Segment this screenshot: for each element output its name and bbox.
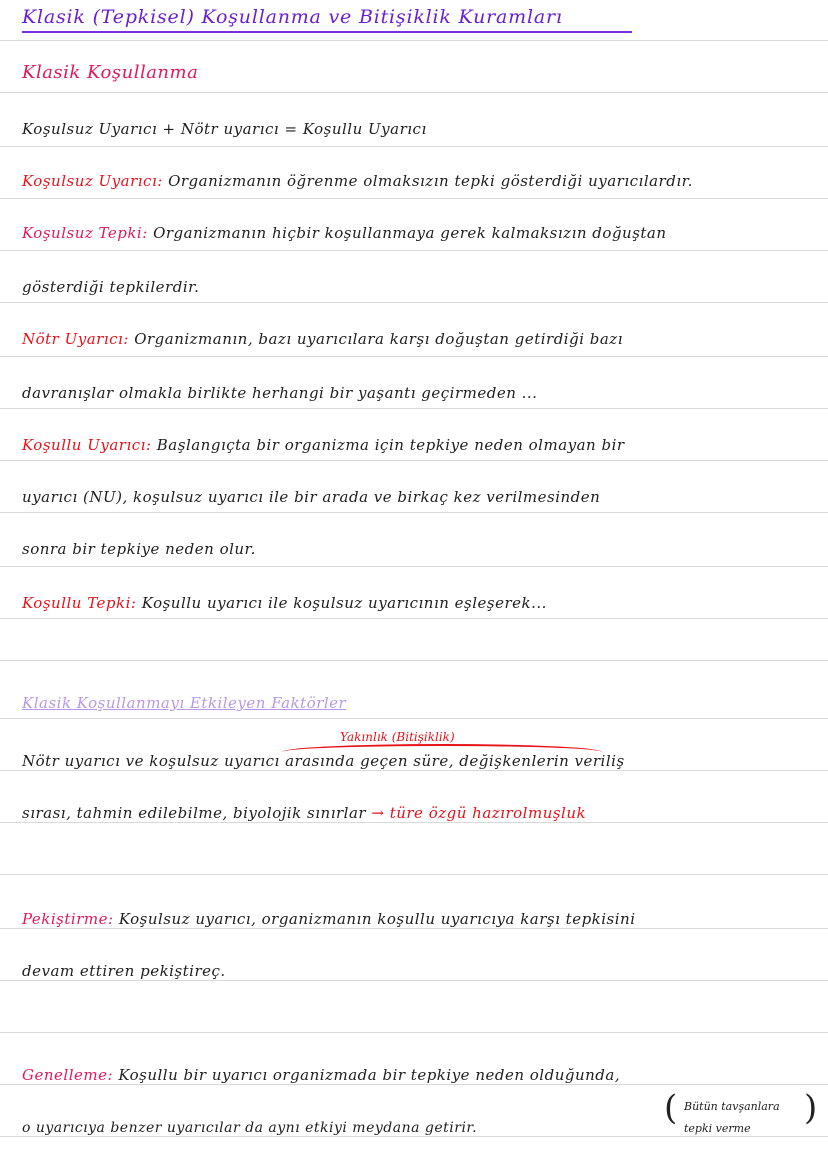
rule-line [0, 718, 828, 719]
formula-line: Koşulsuz Uyarıcı + Nötr uyarıcı = Koşullu Uyarıcı [22, 120, 427, 138]
factors-highlight: → türe özgü hazırolmuşluk [371, 804, 587, 822]
title-underline [22, 31, 632, 33]
rule-line [0, 770, 828, 771]
def-kosulsuz-uyarici [22, 172, 693, 190]
def-kosullu-uyarici [22, 436, 625, 454]
def-continuation: gösterdiği tepkilerdir. [22, 278, 200, 296]
rule-line [0, 618, 828, 619]
page-title: Klasik (Tepkisel) Koşullanma ve Bitişiklik Kuramları [22, 6, 563, 28]
def-continuation: devam ettiren pekiştireç. [22, 962, 226, 980]
def-continuation: davranışlar olmakla birlikte herhangi bir yaşantı geçirmeden ... [22, 384, 538, 402]
def-text: Koşullu bir uyarıcı organizmada bir tepkiye neden olduğunda, [118, 1066, 621, 1084]
def-text: Organizmanın öğrenme olmaksızın tepki gösterdiği uyarıcılardır. [168, 172, 693, 190]
side-note-line1: Bütün tavşanlara [684, 1100, 780, 1113]
def-genelleme [22, 1066, 620, 1084]
rule-line [0, 250, 828, 251]
rule-line [0, 928, 828, 929]
def-term: Koşullu Tepki: [22, 594, 137, 612]
factors-text: uyarıcı arasında geçen süre, [224, 752, 454, 770]
side-note-line2: tepki verme [684, 1122, 751, 1135]
rule-line [0, 92, 828, 93]
def-term: Genelleme: [22, 1066, 114, 1084]
rule-line [0, 146, 828, 147]
def-term: Nötr Uyarıcı: [22, 330, 129, 348]
factors-text: değişkenlerin veriliş [459, 752, 625, 770]
yakinlik-note: Yakınlık (Bitişiklik) [340, 730, 455, 744]
section-heading-klasik: Klasik Koşullanma [22, 62, 199, 83]
def-kosulsuz-tepki [22, 224, 667, 242]
def-pekistirme [22, 910, 636, 928]
rule-line [0, 408, 828, 409]
right-paren: ) [804, 1088, 818, 1128]
rule-line [0, 356, 828, 357]
def-continuation: uyarıcı (NU), koşulsuz uyarıcı ile bir arada ve birkaç kez verilmesinden [22, 488, 601, 506]
def-text: Başlangıçta bir organizma için tepkiye neden olmayan bir [156, 436, 625, 454]
rule-line [0, 822, 828, 823]
def-kosullu-tepki [22, 594, 547, 612]
def-continuation: o uyarıcıya benzer uyarıcılar da aynı etkiyi meydana getirir. [22, 1120, 478, 1136]
rule-line [0, 302, 828, 303]
rule-line [0, 660, 828, 661]
section-heading-faktorler: Klasik Koşullanmayı Etkileyen Faktörler [22, 694, 347, 712]
factors-line-1 [22, 752, 625, 770]
factors-line-2 [22, 804, 586, 822]
def-term: Pekiştirme: [22, 910, 114, 928]
rule-line [0, 1032, 828, 1033]
def-notr-uyarici [22, 330, 623, 348]
def-continuation: sonra bir tepkiye neden olur. [22, 540, 256, 558]
factors-text: Nötr uyarıcı ve koşulsuz [22, 752, 219, 770]
def-text: Organizmanın, bazı uyarıcılara karşı doğuştan getirdiği bazı [134, 330, 624, 348]
rule-line [0, 566, 828, 567]
rule-line [0, 40, 828, 41]
rule-line [0, 460, 828, 461]
rule-line [0, 874, 828, 875]
def-text: Koşulsuz uyarıcı, organizmanın koşullu uyarıcıya karşı tepkisini [118, 910, 636, 928]
def-term: Koşullu Uyarıcı: [22, 436, 152, 454]
rule-line [0, 1084, 828, 1085]
left-paren: ( [664, 1088, 678, 1128]
def-term: Koşulsuz Tepki: [22, 224, 148, 242]
rule-line [0, 198, 828, 199]
factors-text: sırası, tahmin edilebilme, biyolojik sınırlar [22, 804, 367, 822]
def-text: Organizmanın hiçbir koşullanmaya gerek kalmaksızın doğuştan [153, 224, 667, 242]
rule-line [0, 512, 828, 513]
def-text: Koşullu uyarıcı ile koşulsuz uyarıcının eşleşerek... [141, 594, 547, 612]
def-term: Koşulsuz Uyarıcı: [22, 172, 163, 190]
rule-line [0, 980, 828, 981]
rule-line [0, 1136, 828, 1137]
